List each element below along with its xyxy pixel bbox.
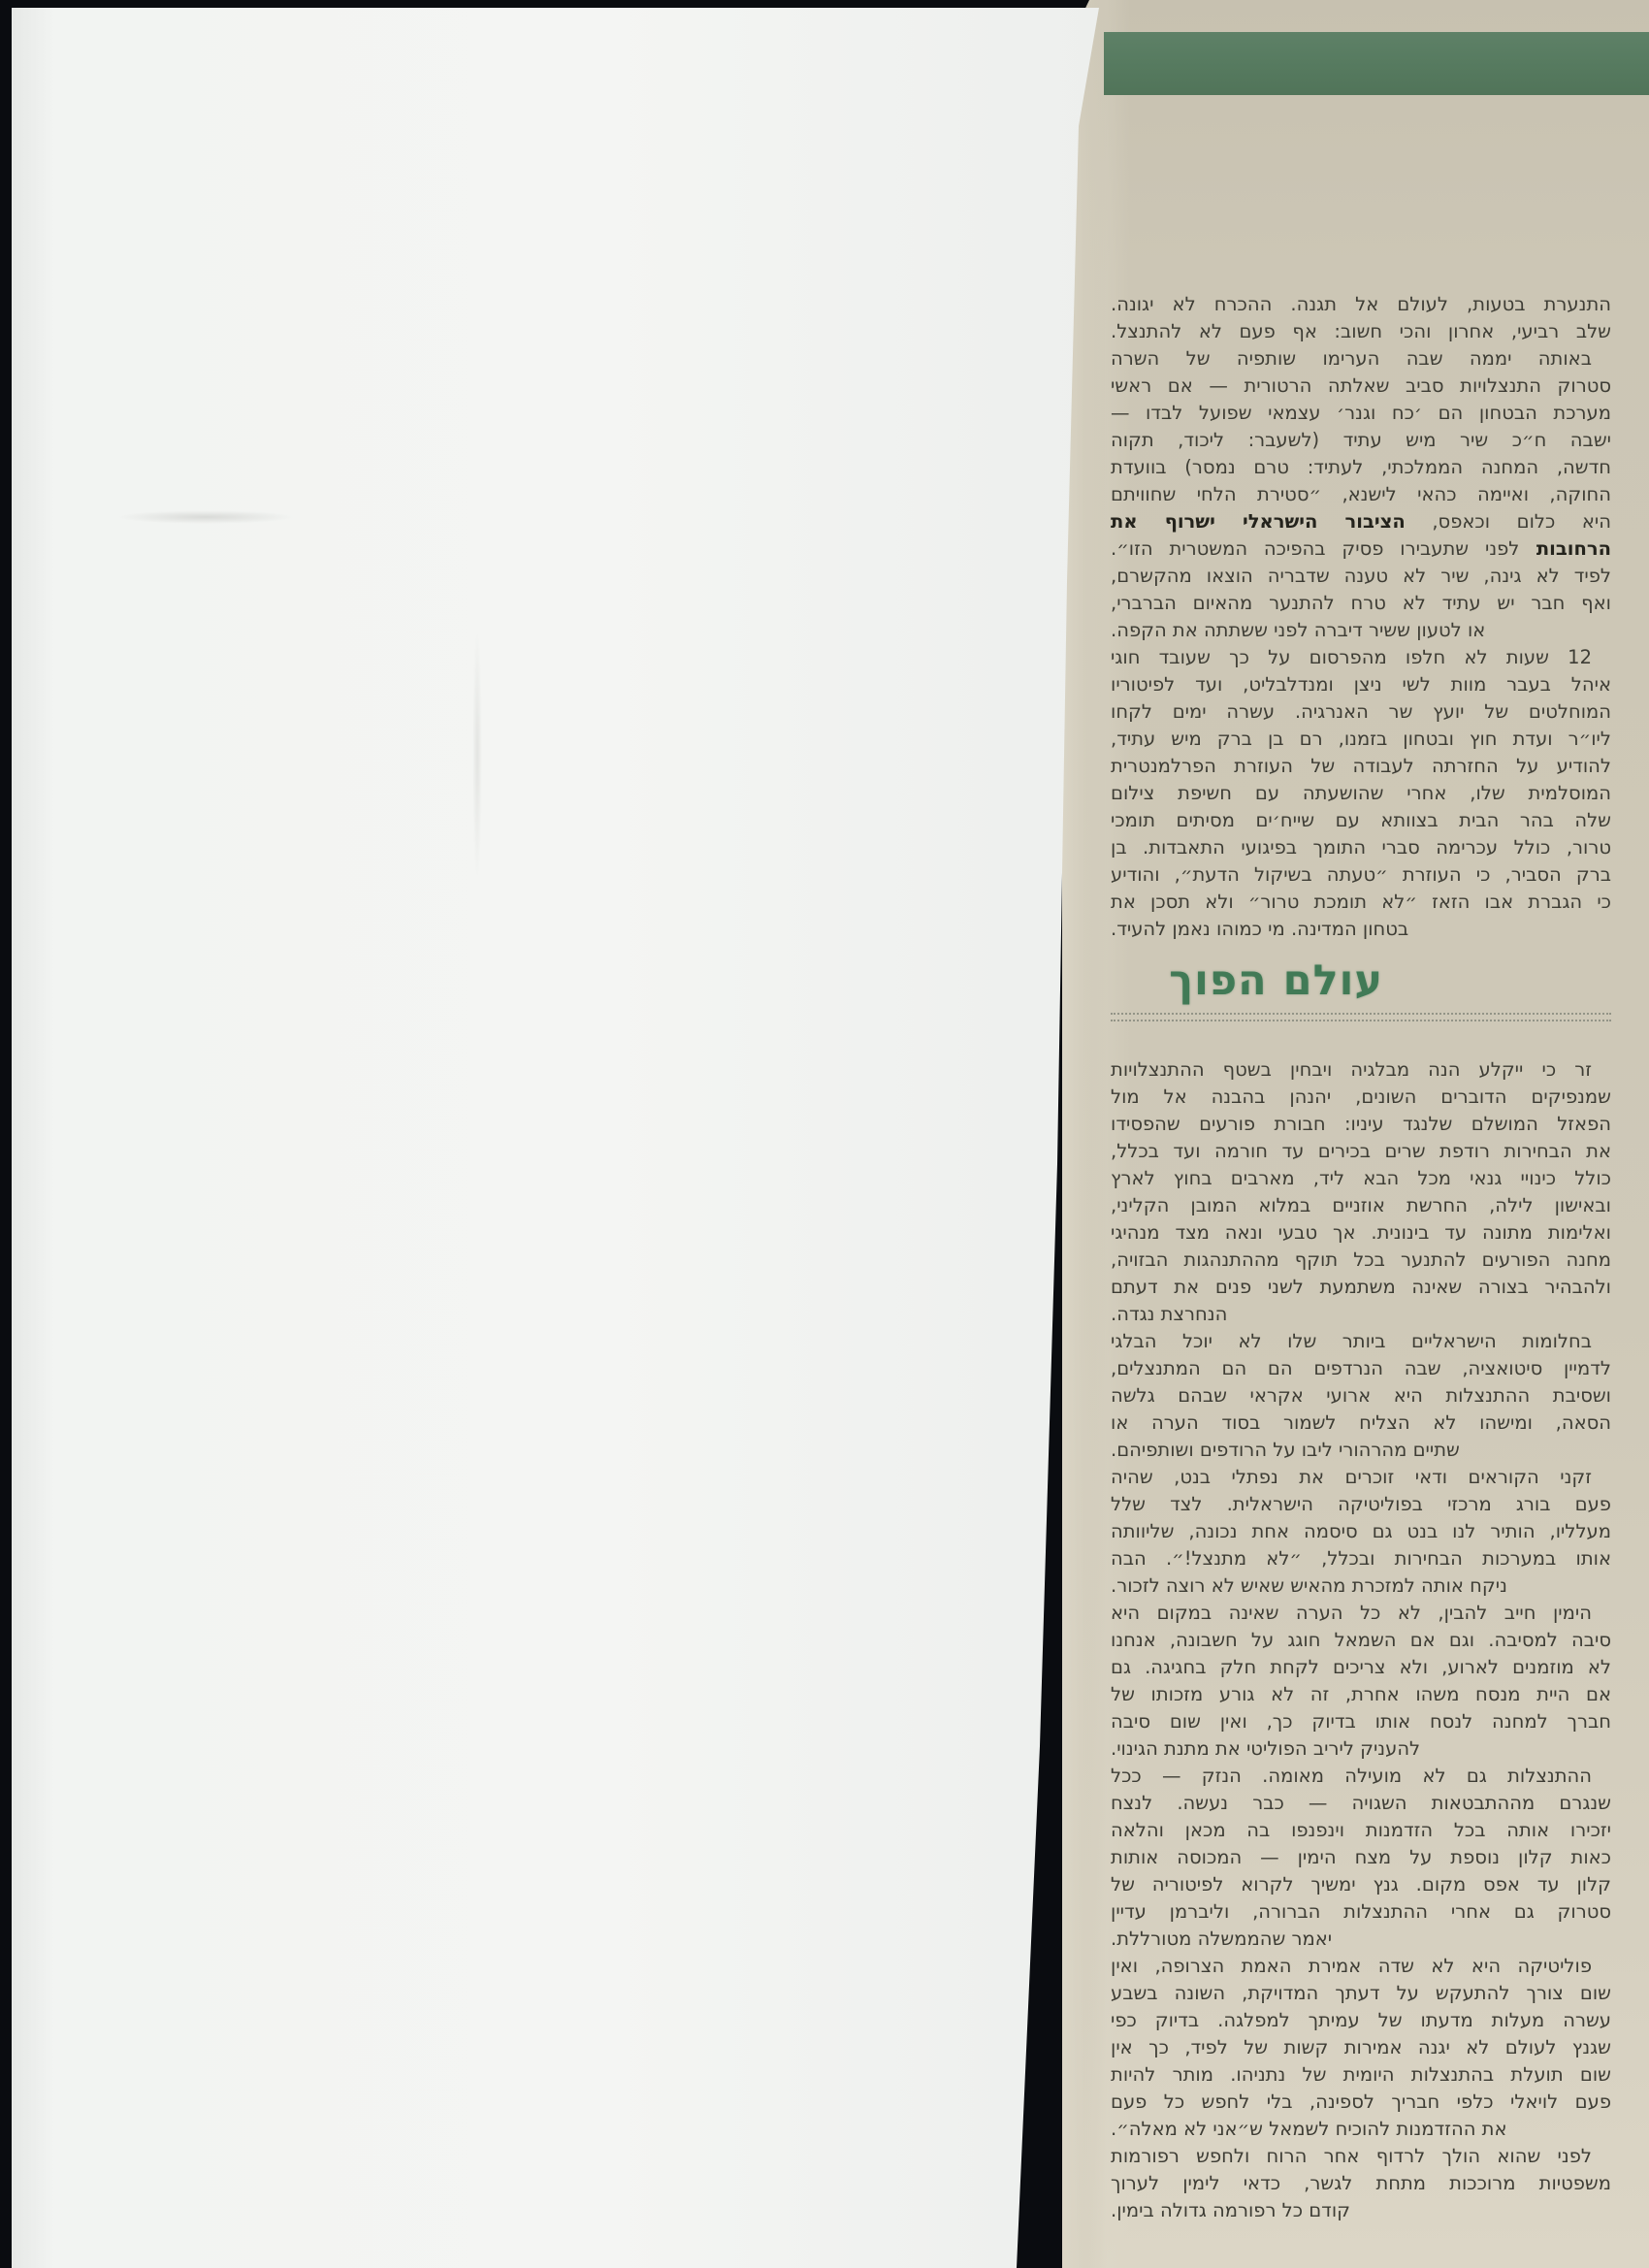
article-line: סטרוק התנצלויות סביב שאלתה הרטורית — אם ראשי: [1111, 374, 1611, 397]
article-line: יזכירו אותה בכל הזדמנות וינפנפו בה מכאן והלאה: [1111, 1819, 1611, 1841]
article-line: שנגרם מההתבטאות השגויה — כבר נעשה. לנצח: [1111, 1792, 1611, 1814]
article-line: החוקה, ואיימה כהאי לישנא, ״סטירת הלחי שחוויתם: [1111, 483, 1611, 505]
article-line: שגנץ לעולם לא יגנה אמירות קשות של לפיד, כך אין: [1111, 2036, 1611, 2058]
article-line: להודיע על החזרתה לעבודה של העוזרת הפרלמנטרית: [1111, 755, 1611, 777]
article-line: ואלימות מתונה עד בינונית. אך טבעי ונאה מצד מנהיגי: [1111, 1221, 1611, 1244]
article-line: כולל כינויי גנאי מכל הבא ליד, מארבים בחוץ לארץ: [1111, 1167, 1611, 1189]
article-line: לדמיין סיטואציה, שבה הנרדפים הם הם המתנצלים,: [1111, 1357, 1611, 1379]
article-line: אותו במערכות הבחירות ובכלל, ״לא מתנצל!״. הבה: [1111, 1547, 1611, 1570]
article-line: ליו״ר ועדת חוץ ובטחון בזמנו, רם בן ברק מיש עתיד,: [1111, 728, 1611, 750]
article-section-top: [1111, 291, 1611, 943]
article-line: ניקח אותה למזכרת מהאיש שאיש לא רוצה לזכור.: [1111, 1574, 1507, 1597]
article-line: טרור, כולל עכרימה סברי התומך בפיגועי התאבדות. בן: [1111, 836, 1611, 859]
article-line: ולהבהיר בצורה שאינה משתמעת לשני פנים את דעתם: [1111, 1276, 1611, 1298]
article-line: יאמר שהממשלה מטורללת.: [1111, 1928, 1333, 1950]
article-line: בטחון המדינה. מי כמוהו נאמן להעיד.: [1111, 918, 1409, 940]
article-line: שמנפיקים הדוברים השונים, יהנהן בהבנה אל מול: [1111, 1085, 1611, 1108]
article-line: אם היית מנסח משהו אחרת, זה לא גורע מזכותו של: [1111, 1683, 1611, 1705]
article-line: הנחרצת נגדה.: [1111, 1303, 1228, 1325]
article-line: קלון עד אפס מקום. גנץ ימשיך לקרוא לפיטוריה של: [1111, 1873, 1611, 1895]
article-line: לפני שהוא הולך לרדוף אחר הרוח ולחפש רפורמות: [1111, 2145, 1592, 2167]
dotted-rule: [1111, 1013, 1611, 1021]
article-line: להעניק ליריב הפוליטי את מתנת הגינוי.: [1111, 1737, 1421, 1760]
masthead-green-bar: [1104, 32, 1649, 95]
article-line: משפטיות מרוככות מתחת לגשר, כדאי לימין לערוך: [1111, 2172, 1611, 2194]
article-line: סטרוק גם אחרי ההתנצלות הברורה, וליברמן עדיין: [1111, 1900, 1611, 1923]
article-line: עשרה מעלות מדעתו של עמיתך למפלגה. בדיוק כפי: [1111, 2009, 1611, 2031]
article-line: בחלומות הישראליים ביותר שלו לא יוכל הבלגי: [1111, 1330, 1592, 1352]
article-line: שום צורך להתעקש על דעתך המדויקת, השונה בשבע: [1111, 1982, 1611, 2004]
article-line: המוחלטים של יועץ שר האנרגיה. עשרה ימים לקחו: [1111, 700, 1611, 723]
article-line: המוסלמית שלו, אחרי שהושעתה עם חשיפת צילום: [1111, 782, 1611, 804]
article-line: שלב רביעי, אחרון והכי חשוב: אף פעם לא להתנצל.: [1111, 320, 1611, 342]
article-column: [1111, 291, 1611, 2224]
article-line: לפיד לא גינה, שיר לא טענה שדבריה הוצאו מהקשרם,: [1111, 565, 1611, 587]
article-line: סיבה למסיבה. וגם אם השמאל חוגג על חשבונה, אנחנו: [1111, 1629, 1611, 1651]
article-line: איהל בעבר מוות לשי ניצן ומנדלבליט, ועד לפיטוריו: [1111, 673, 1611, 696]
article-line: מערכת הבטחון הם ׳כח וגנר׳ עצמאי שפועל לבדו —: [1111, 402, 1611, 424]
article-line: ואף חבר יש עתיד לא טרח להתנער מהאיום הברברי,: [1111, 592, 1611, 614]
article-line: שלה בהר הבית בצוותא עם שייח׳ים מסיתים תומכי: [1111, 809, 1611, 831]
article-section-bottom: [1111, 1056, 1611, 2224]
bold-text: הציבור הישראלי ישרוף את: [1111, 510, 1406, 533]
article-line: ברק הסביר, כי העוזרת ״טעתה בשיקול הדעת״, והודיע: [1111, 863, 1611, 886]
blank-overlapping-page: [12, 8, 1099, 2268]
article-line: שום תועלת בהתנצלות היומית של נתניהו. מותר להיות: [1111, 2063, 1611, 2086]
article-line: מחנה הפורעים להתנער בכל תוקף מההתנהגות הבזויה,: [1111, 1248, 1611, 1271]
article-line: חברך למחנה לנסח אותו בדיוק כך, ואין שום סיבה: [1111, 1710, 1611, 1733]
article-line: 12 שעות לא חלפו מהפרסום על כך שעובד חוגי: [1111, 646, 1592, 668]
article-line: כי הגברת אבו הזאז ״לא תומכת טרור״ ולא תסכן את: [1111, 891, 1611, 913]
bold-text: הרחובות: [1519, 537, 1611, 560]
article-line: ישבה ח״כ שיר מיש עתיד (לשעבר: ליכוד, תקוה: [1111, 429, 1611, 451]
text-segment: לפני שתעבירו פסיק בהפיכה המשטרית הזו״.: [1111, 537, 1520, 560]
article-line: זר כי ייקלע הנה מבלגיה ויבחין בשטף ההתנצלויות: [1111, 1058, 1592, 1081]
article-line: את ההזדמנות להוכיח לשמאל ש״אני לא מאלה״.: [1111, 2118, 1507, 2140]
article-line: את הבחירות רודפת שרים בכירים עד חורמה ועד בכלל,: [1111, 1140, 1611, 1162]
article-line: כאות קלון נוספת על מצח הימין — המכוסה אותות: [1111, 1846, 1611, 1868]
article-line: פעם לויאלי כלפי חבריך לספינה, בלי לחפש כל פעם: [1111, 2090, 1611, 2113]
article-line: הסאה, ומישהו לא הצליח לשמור בסוד הערה או: [1111, 1411, 1611, 1434]
article-line: זקני הקוראים ודאי זוכרים את נפתלי בנט, שהיה: [1111, 1466, 1592, 1488]
article-line: שתיים מהרהורי ליבו על הרודפים ושותפיהם.: [1111, 1439, 1460, 1461]
newspaper-page: [1062, 0, 1649, 2268]
article-line: קודם כל רפורמה גדולה בימין.: [1111, 2199, 1350, 2221]
article-line: לא מוזמנים לארוע, ולא צריכים לקחת חלק בחגיגה. גם: [1111, 1656, 1611, 1678]
article-line: ההתנצלות גם לא מועילה מאומה. הנזק — ככל: [1111, 1765, 1592, 1787]
text-segment: היא כלום וכאפס,: [1405, 510, 1611, 533]
article-line: התנערת בטעות, לעולם אל תגנה. ההכרח לא יגונה.: [1111, 293, 1611, 315]
section-headline: עולם הפוך: [1169, 956, 1383, 1005]
article-line: פוליטיקה היא לא שדה אמירת האמת הצרופה, ואין: [1111, 1955, 1592, 1977]
article-line: [1111, 535, 1611, 563]
article-line: באותה יממה שבה הערימו שותפיה של השרה: [1111, 347, 1592, 370]
article-line: או לטעון ששיר דיברה לפני ששתתה את הקפה.: [1111, 619, 1486, 641]
article-line: הפאזל המושלם שלנגד עיניו: חבורת פורעים שהפסידו: [1111, 1113, 1611, 1135]
article-line: חדשה, המחנה הממלכתי, לעתיד: טרם נמסר) בוועדת: [1111, 456, 1611, 478]
article-line: ובאישון לילה, החרשת אוזניים במלוא המובן הקליני,: [1111, 1194, 1611, 1216]
article-line: ושסיבת ההתנצלות היא ארועי אקראי שבהם גלשה: [1111, 1384, 1611, 1407]
article-line: [1111, 508, 1611, 535]
article-line: הימין חייב להבין, לא כל הערה שאינה במקום היא: [1111, 1602, 1592, 1624]
article-line: פעם בורג מרכזי בפוליטיקה הישראלית. לצד שלל: [1111, 1493, 1611, 1515]
article-line: מעלליו, הותיר לנו בנט גם סיסמה אחת נכונה, שליוותה: [1111, 1520, 1611, 1542]
